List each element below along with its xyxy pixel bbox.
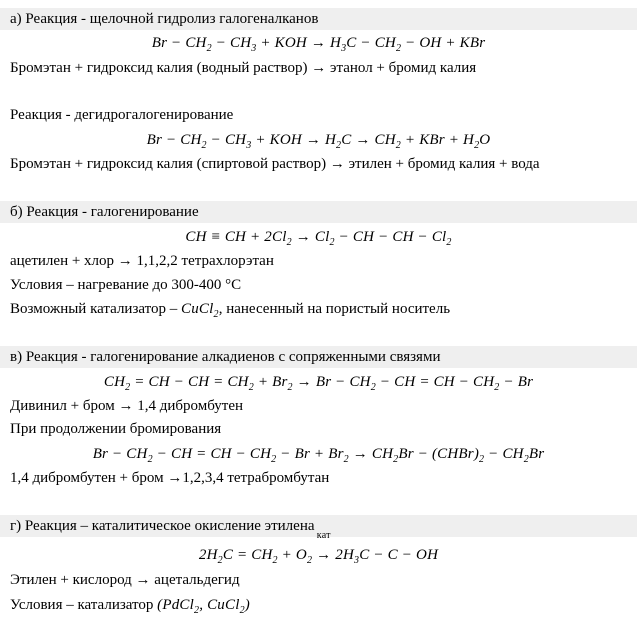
formula-subscript: 2	[395, 140, 401, 151]
formula-text: − CH	[484, 446, 524, 462]
formula-subscript: 2	[239, 605, 245, 616]
text-c-line3: 1,4 дибромбутен + бром →1,2,3,4 тетрабромбутан	[10, 470, 330, 486]
text-a-line1: Бромэтан + гидроксид калия (водный раствор) → этанол + бромид калия	[10, 60, 477, 76]
formula-subscript: 2	[201, 140, 207, 151]
text-a-line2: Бромэтан + гидроксид калия (спиртовой раствор) → этилен + бромид калия + вода	[10, 156, 540, 172]
formula-subscript: 2	[272, 555, 278, 566]
formula-subscript: 2	[370, 382, 376, 393]
formula-subscript: 2	[343, 454, 349, 465]
formula-text: )	[244, 597, 250, 613]
formula-text: (PdCl	[157, 597, 194, 613]
formula-text: O	[479, 132, 491, 148]
formula-text: Br − CH	[92, 446, 148, 462]
catalyst-formula-d	[157, 597, 250, 616]
formula-subscript: 2	[206, 43, 212, 54]
formula-subscript: 3	[354, 555, 360, 566]
formula-text: − Br + Br	[276, 446, 344, 462]
formula-subscript: 2	[287, 382, 293, 393]
text-b-line3: Возможный катализатор – CuCl$_2$, нанесенный на пористый носитель	[10, 301, 451, 320]
equation-b	[0, 226, 637, 248]
section-c-header: в) Реакция - галогенирование алкадиенов с сопряженными связями	[0, 346, 637, 368]
formula-subscript: 2	[329, 237, 335, 248]
formula-text: − CH	[211, 35, 252, 51]
formula-text: + KBr + H	[400, 132, 475, 148]
text-c-line2: При продолжении бромирования	[10, 421, 222, 437]
formula-subscript: 2	[479, 454, 485, 465]
formula-text: + Br	[253, 374, 288, 390]
formula-text: = CH − CH = CH	[130, 374, 249, 390]
formula-subscript: 2	[395, 43, 402, 54]
formula-subscript: 2	[393, 454, 399, 465]
text-c-line1: Дивинил + бром → 1,4 дибромбутен	[10, 398, 244, 414]
formula-text: − OH + KBr	[401, 35, 486, 51]
formula-subscript: 2	[286, 237, 292, 248]
section-b-header: б) Реакция - галогенирование	[0, 201, 637, 223]
formula-text: → CH	[348, 446, 394, 462]
equation-a2	[0, 129, 637, 151]
formula-subscript: 2	[147, 454, 153, 465]
formula-text: 2H	[331, 547, 354, 563]
section-a-header: а) Реакция - щелочной гидролиз галогеналканов	[0, 8, 637, 30]
formula-subscript: 2	[217, 555, 223, 566]
formula-subscript: 2	[125, 382, 131, 393]
formula-text: C − CH	[346, 35, 396, 51]
formula-subscript: 2	[336, 140, 342, 151]
formula-text: → Br − CH	[292, 374, 371, 390]
formula-subscript: 2	[194, 605, 200, 616]
formula-subscript: 2	[474, 140, 480, 151]
formula-subscript: 3	[341, 43, 347, 54]
section-d-header: г) Реакция – каталитическое окисление этилена	[0, 515, 637, 537]
formula-text: − CH − CH − Cl	[334, 229, 447, 245]
formula-subscript: 2	[248, 382, 254, 393]
formula-text: C = CH	[222, 547, 273, 563]
formula-text: − Br	[499, 374, 534, 390]
formula-text: Br − (CHBr)	[398, 446, 480, 462]
equation-c2	[0, 443, 637, 465]
formula-text: + O	[277, 547, 307, 563]
formula-text: − CH = CH − CH	[375, 374, 495, 390]
formula-subscript: 2	[306, 555, 313, 566]
formula-text: Br − CH	[146, 132, 202, 148]
formula-subscript: 2	[523, 454, 529, 465]
catalyst-arrow: кат →	[316, 530, 332, 563]
formula-subscript: 3	[251, 43, 257, 54]
formula-text: → Cl	[291, 229, 330, 245]
text-b-line2: Условия – нагревание до 300-400 °C	[10, 277, 242, 293]
formula-text: + KOH → H	[256, 35, 342, 51]
formula-text: C → CH	[341, 132, 396, 148]
formula-subscript: 3	[246, 140, 252, 151]
formula-subscript: 2	[494, 382, 500, 393]
equation-c1	[0, 371, 637, 393]
text-d-line1: Этилен + кислород → ацетальдегид	[10, 572, 240, 588]
catalyst-formula: CuCl$_2$	[181, 301, 219, 320]
formula-text: , CuCl	[199, 597, 240, 613]
formula-text: Br	[528, 446, 545, 462]
formula-text: + KOH → H	[251, 132, 337, 148]
text-b-line1: ацетилен + хлор → 1,1,2,2 тетрахлорэтан	[10, 253, 274, 269]
formula-subscript: 2	[271, 454, 277, 465]
formula-text: 2H	[198, 547, 218, 563]
formula-text: CH ≡ CH + 2Cl	[185, 229, 287, 245]
formula-text: CH	[103, 374, 126, 390]
formula-text: C − C − OH	[359, 547, 439, 563]
formula-text: − CH	[206, 132, 247, 148]
formula-text: − CH = CH − CH	[152, 446, 272, 462]
formula-subscript: 2	[446, 237, 452, 248]
formula-text: Br − CH	[151, 35, 207, 51]
section-a-header2: Реакция - дегидрогалогенирование	[10, 107, 234, 123]
text-d-line2: Условия – катализатор (PdCl$_2$, CuCl$_2$)	[10, 597, 250, 616]
equation-a1	[0, 32, 637, 54]
equation-d	[0, 530, 637, 566]
